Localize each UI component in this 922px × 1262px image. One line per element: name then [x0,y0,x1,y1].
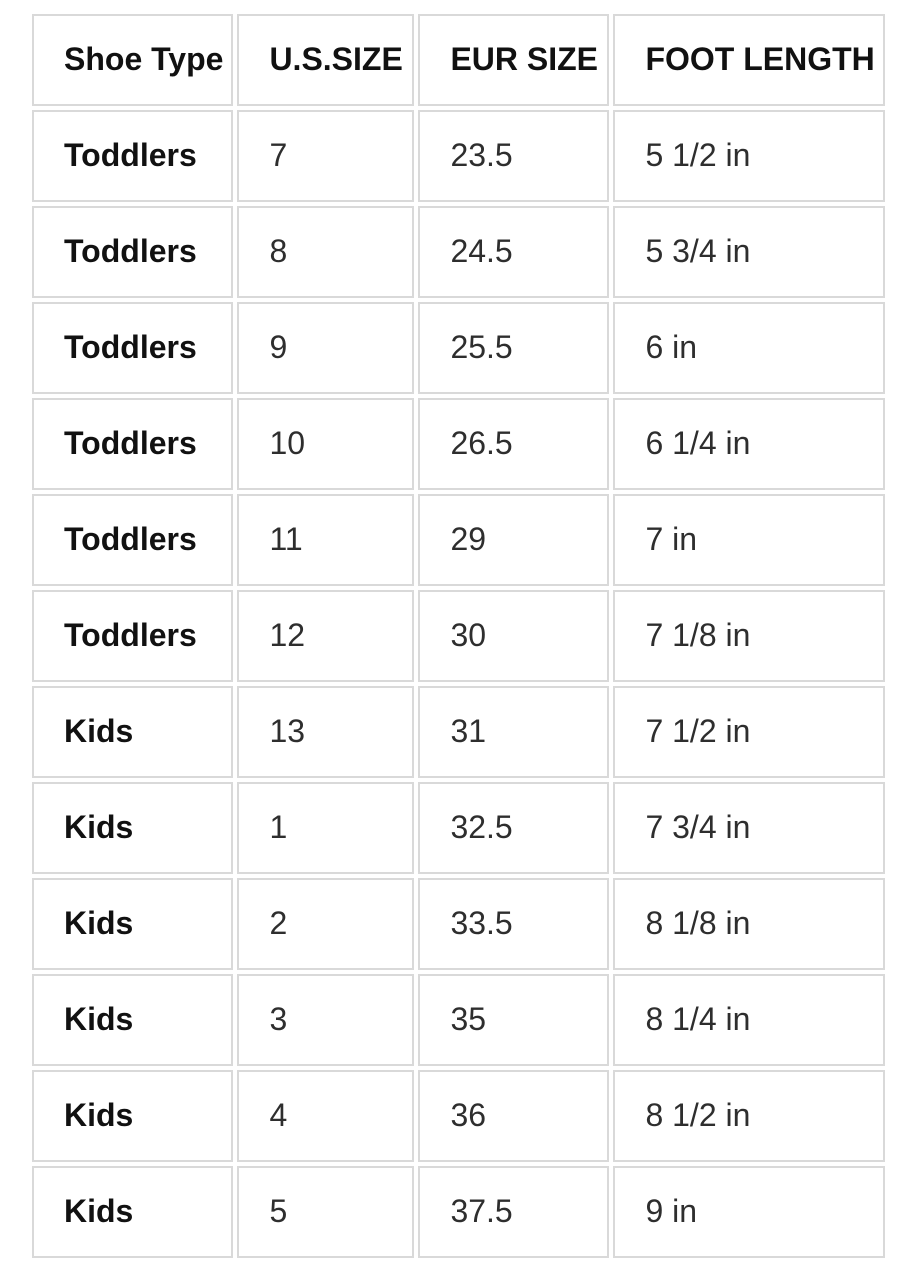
eur-size-cell: 32.5 [418,782,609,874]
table-row [32,110,885,202]
table-row [32,1070,885,1162]
table-row [32,686,885,778]
us-size-cell: 5 [237,1166,414,1258]
us-size-cell: 7 [237,110,414,202]
us-size-cell: 4 [237,1070,414,1162]
foot-length-cell: 9 in [613,1166,885,1258]
column-header: U.S.SIZE [237,14,414,106]
eur-size-cell: 36 [418,1070,609,1162]
eur-size-cell: 25.5 [418,302,609,394]
table-row [32,494,885,586]
shoe-type-cell: Toddlers [32,494,233,586]
shoe-type-cell: Kids [32,686,233,778]
eur-size-cell: 29 [418,494,609,586]
shoe-type-cell: Kids [32,782,233,874]
table-row [32,206,885,298]
column-header: FOOT LENGTH [613,14,885,106]
us-size-cell: 10 [237,398,414,490]
shoe-type-cell: Toddlers [32,398,233,490]
us-size-cell: 12 [237,590,414,682]
shoe-type-cell: Toddlers [32,206,233,298]
column-header: EUR SIZE [418,14,609,106]
table-body [32,110,885,1258]
us-size-cell: 2 [237,878,414,970]
header-row [32,14,885,106]
foot-length-cell: 8 1/4 in [613,974,885,1066]
table-row [32,1166,885,1258]
us-size-cell: 13 [237,686,414,778]
foot-length-cell: 5 1/2 in [613,110,885,202]
eur-size-cell: 35 [418,974,609,1066]
table-row [32,782,885,874]
shoe-type-cell: Kids [32,974,233,1066]
eur-size-cell: 31 [418,686,609,778]
shoe-size-chart-table [28,10,889,1262]
eur-size-cell: 23.5 [418,110,609,202]
shoe-type-cell: Kids [32,878,233,970]
column-header: Shoe Type [32,14,233,106]
shoe-type-cell: Toddlers [32,590,233,682]
table-row [32,878,885,970]
table-row [32,302,885,394]
eur-size-cell: 33.5 [418,878,609,970]
foot-length-cell: 8 1/8 in [613,878,885,970]
foot-length-cell: 7 in [613,494,885,586]
foot-length-cell: 7 1/8 in [613,590,885,682]
eur-size-cell: 24.5 [418,206,609,298]
table-header [32,14,885,106]
eur-size-cell: 26.5 [418,398,609,490]
us-size-cell: 8 [237,206,414,298]
foot-length-cell: 7 3/4 in [613,782,885,874]
eur-size-cell: 37.5 [418,1166,609,1258]
us-size-cell: 11 [237,494,414,586]
foot-length-cell: 7 1/2 in [613,686,885,778]
table-row [32,974,885,1066]
foot-length-cell: 8 1/2 in [613,1070,885,1162]
table-row [32,398,885,490]
foot-length-cell: 6 1/4 in [613,398,885,490]
us-size-cell: 9 [237,302,414,394]
foot-length-cell: 5 3/4 in [613,206,885,298]
shoe-type-cell: Kids [32,1070,233,1162]
foot-length-cell: 6 in [613,302,885,394]
table-row [32,590,885,682]
eur-size-cell: 30 [418,590,609,682]
shoe-type-cell: Toddlers [32,110,233,202]
shoe-type-cell: Toddlers [32,302,233,394]
us-size-cell: 1 [237,782,414,874]
us-size-cell: 3 [237,974,414,1066]
shoe-type-cell: Kids [32,1166,233,1258]
